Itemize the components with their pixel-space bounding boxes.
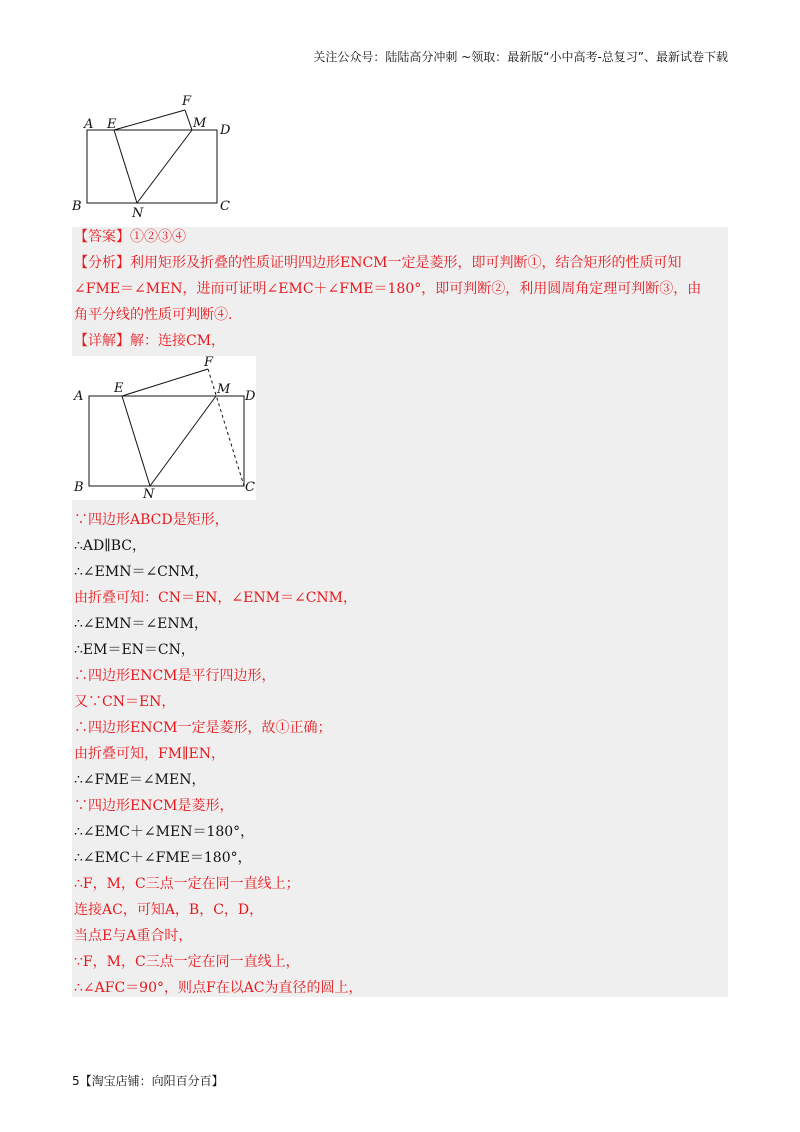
rectangle-fold-figure-with-cm bbox=[72, 356, 256, 500]
page-footer: 5【淘宝店铺：向阳百分百】 bbox=[72, 1074, 224, 1088]
analysis-line-3: 角平分线的性质可判断④. bbox=[74, 307, 233, 323]
segment-ef bbox=[122, 369, 208, 396]
proof-line: 由折叠可知：CN＝EN，∠ENM＝∠CNM， bbox=[74, 590, 357, 606]
proof-line: 又∵CN＝EN， bbox=[74, 694, 176, 710]
segment-en bbox=[122, 396, 150, 486]
label-c: C bbox=[245, 480, 255, 495]
label-d: D bbox=[220, 123, 231, 138]
proof-line: ∴四边形ENCM一定是菱形，故①正确； bbox=[74, 720, 332, 736]
label-m: M bbox=[217, 382, 231, 397]
label-b: B bbox=[72, 199, 82, 214]
rectangle-fold-figure bbox=[70, 92, 240, 222]
proof-line: ∴∠EMN＝∠ENM， bbox=[74, 616, 208, 632]
label-d: D bbox=[245, 389, 256, 404]
proof-line: ∴∠AFC＝90°，则点F在以AC为直径的圆上， bbox=[74, 980, 363, 996]
proof-line: ∴∠EMC＋∠MEN＝180°， bbox=[74, 824, 255, 840]
segment-fm bbox=[185, 110, 192, 130]
label-b: B bbox=[74, 480, 84, 495]
segment-nm bbox=[150, 396, 216, 486]
proof-line: 当点E与A重合时， bbox=[74, 928, 193, 944]
label-f: F bbox=[182, 94, 192, 109]
proof-line: ∴四边形ENCM是平行四边形， bbox=[74, 668, 276, 684]
segment-nm bbox=[137, 130, 192, 203]
analysis-line-2: ∠FME＝∠MEN，进而可证明∠EMC＋∠FME＝180°，即可判断②，利用圆周角定理可判断③，由 bbox=[74, 281, 702, 297]
proof-line: ∴F，M，C三点一定在同一直线上； bbox=[74, 876, 300, 892]
proof-line: ∴AD∥BC， bbox=[74, 538, 146, 554]
label-n: N bbox=[143, 487, 155, 500]
label-e: E bbox=[107, 117, 117, 132]
proof-line: ∵F，M，C三点一定在同一直线上， bbox=[74, 954, 300, 970]
label-m: M bbox=[193, 116, 207, 131]
analysis-line-1: 【分析】利用矩形及折叠的性质证明四边形ENCM一定是菱形，即可判断①，结合矩形的性质可知 bbox=[74, 255, 682, 271]
proof-line: ∴EM＝EN＝CN， bbox=[74, 642, 195, 658]
proof-line: ∴∠FME＝∠MEN， bbox=[74, 772, 206, 788]
label-e: E bbox=[114, 381, 124, 396]
label-a: A bbox=[74, 389, 84, 404]
proof-line: ∴∠EMN＝∠CNM， bbox=[74, 564, 209, 580]
answer-line: 【答案】①②③④ bbox=[74, 229, 186, 245]
proof-line: 由折叠可知，FM∥EN， bbox=[74, 746, 225, 762]
proof-line: ∴∠EMC＋∠FME＝180°， bbox=[74, 850, 252, 866]
label-c: C bbox=[220, 199, 230, 214]
detail-line: 【详解】解：连接CM， bbox=[74, 333, 226, 349]
segment-en bbox=[114, 130, 137, 203]
proof-line: ∵四边形ABCD是矩形， bbox=[74, 512, 229, 528]
label-f: F bbox=[204, 356, 214, 370]
page-header: 关注公众号：陆陆高分冲刺 ~领取：最新版“小中高考-总复习”、最新试卷下载 bbox=[313, 50, 728, 64]
segment-ef bbox=[114, 110, 185, 130]
rectangle-abcd bbox=[87, 130, 217, 203]
proof-line: 连接AC，可知A，B，C，D， bbox=[74, 902, 264, 918]
label-n: N bbox=[132, 206, 144, 221]
label-a: A bbox=[84, 117, 94, 132]
proof-line: ∵四边形ENCM是菱形， bbox=[74, 798, 234, 814]
